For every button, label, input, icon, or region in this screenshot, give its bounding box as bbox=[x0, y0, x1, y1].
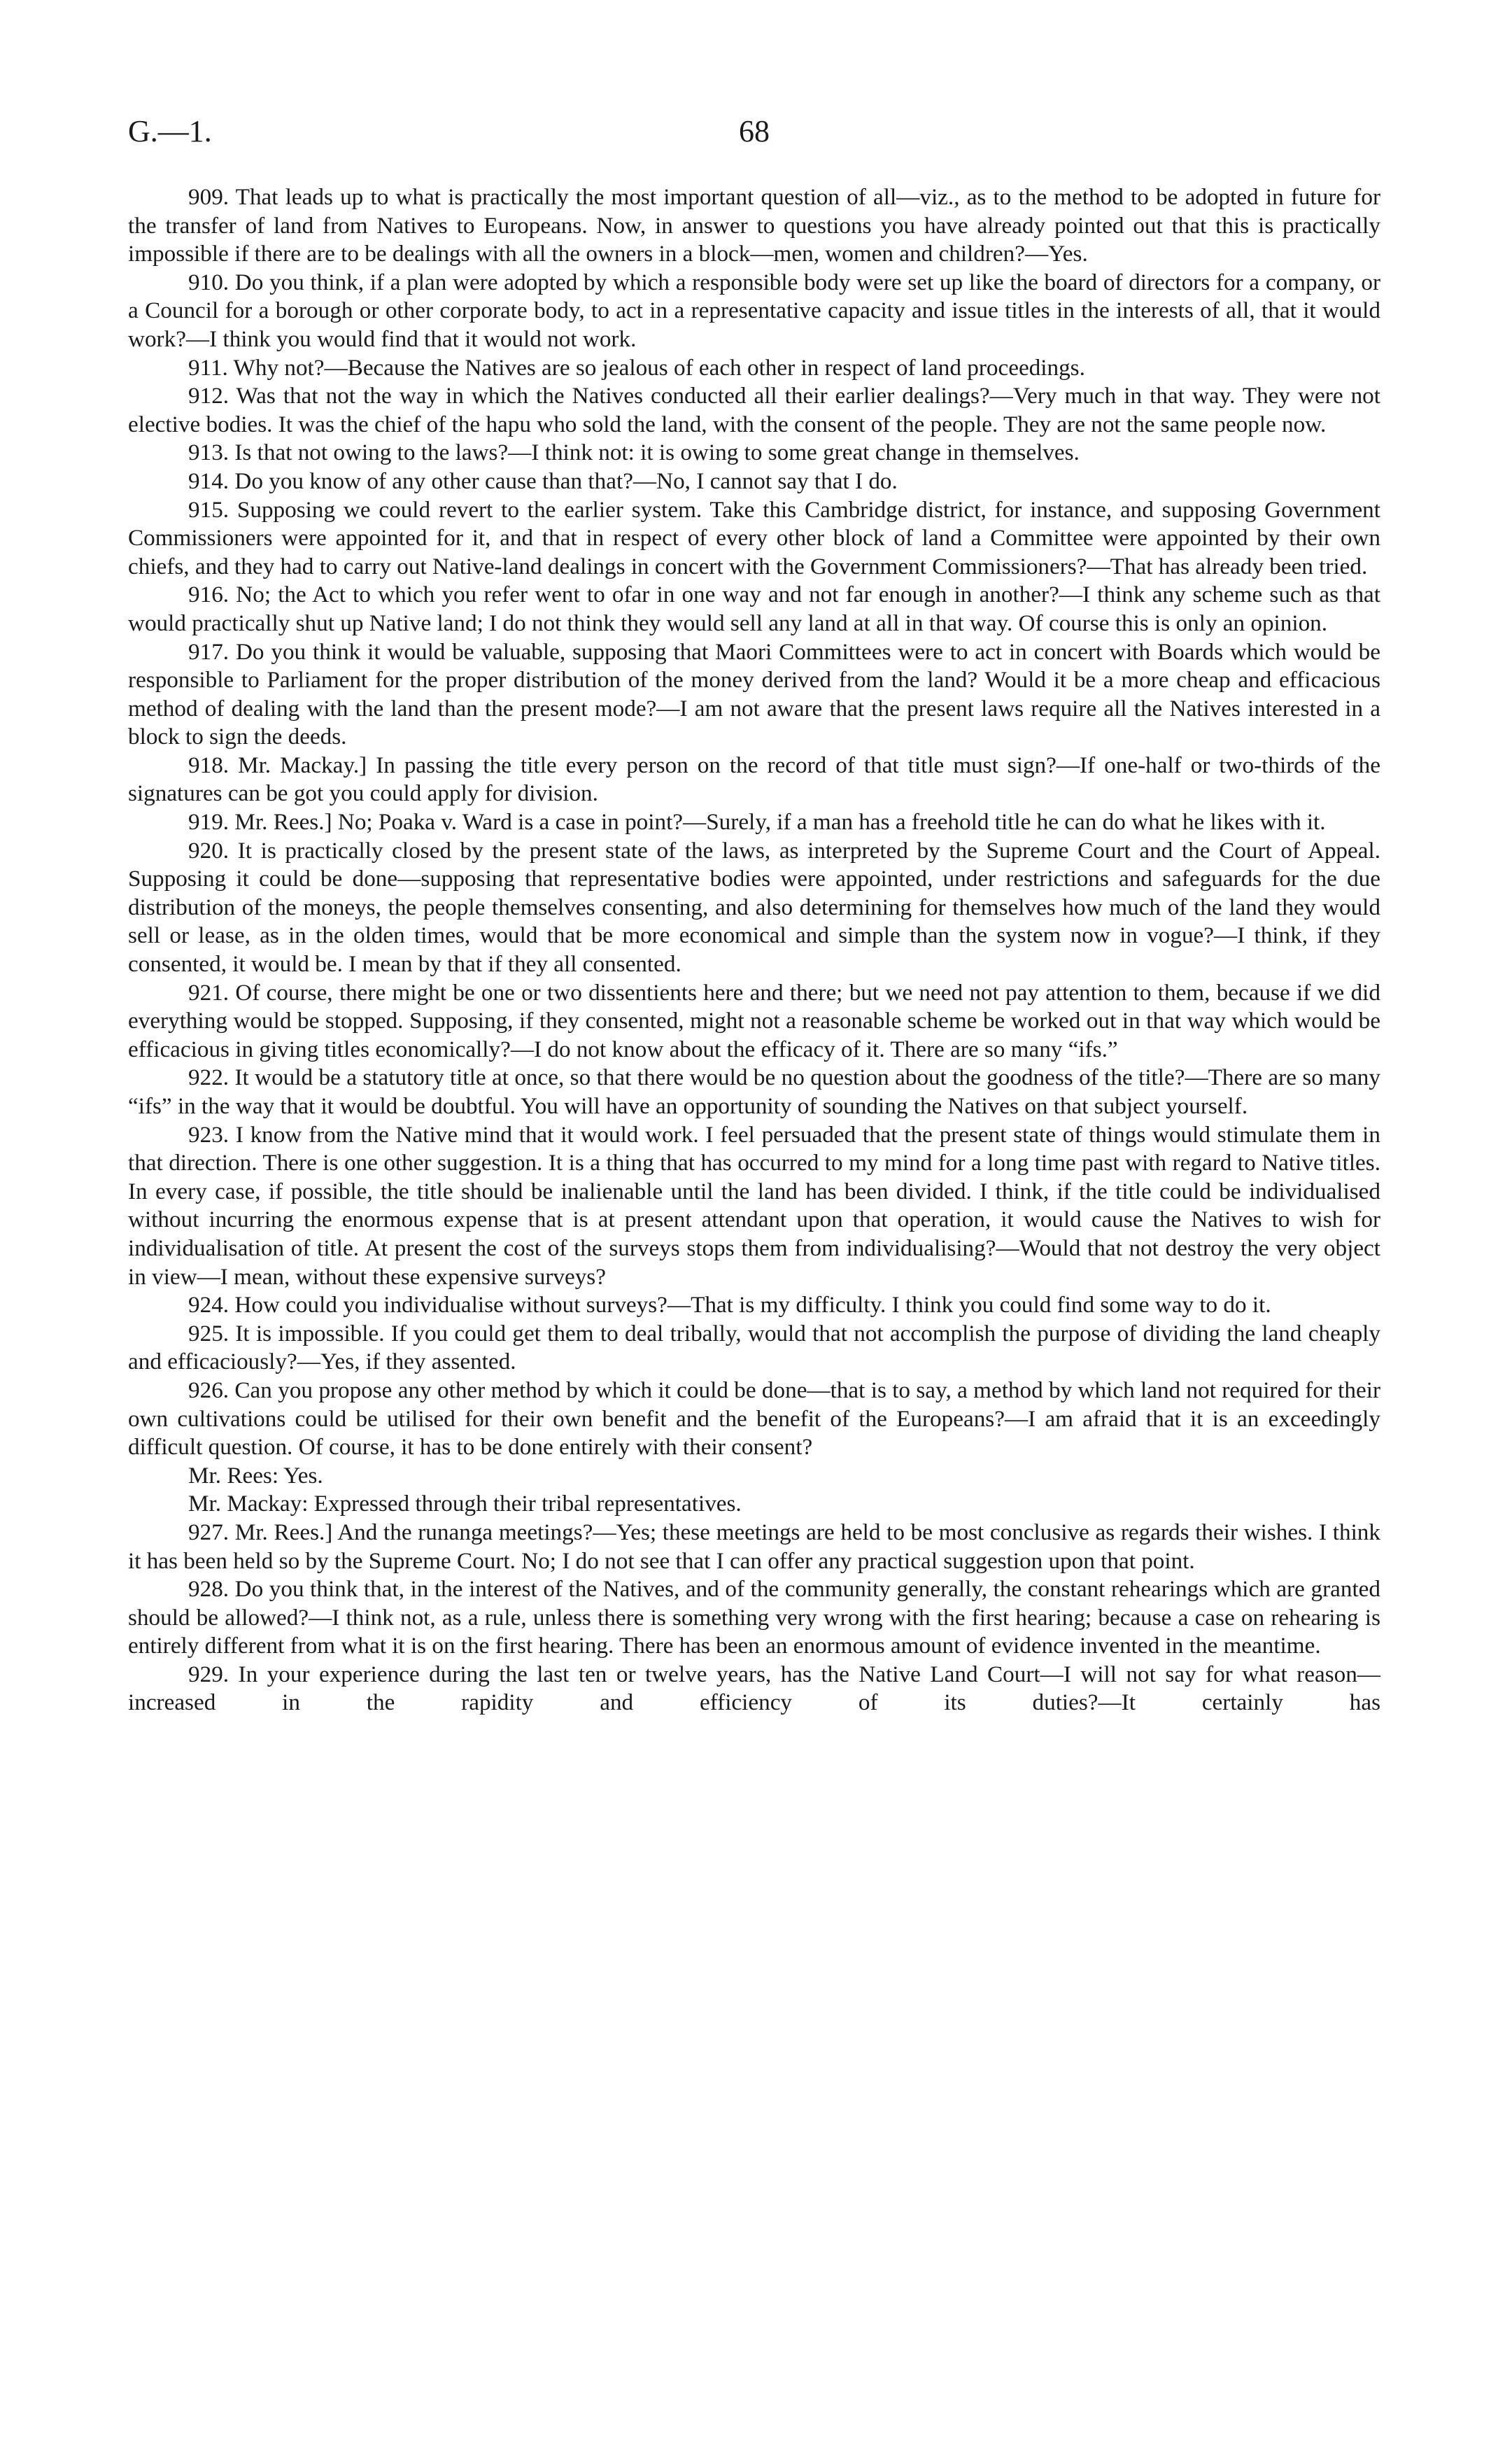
paragraph-913: 913. Is that not owing to the laws?—I think not: it is owing to some great change in themselves. bbox=[188, 439, 1080, 466]
paragraph-921: 921. Of course, there might be one or two dissentients here and there; but we need not pay attention to them, because if we did everything would be stopped. Supposing, if they consented, might not a reasonable scheme be worked out in that way which would be efficacious in giving titles economically?—I do not know about the efficacy of it. There are so many “ifs.” bbox=[128, 979, 1380, 1062]
page-header bbox=[128, 113, 1380, 155]
paragraph-924: 924. How could you individualise without surveys?—That is my difficulty. I think you could find some way to do it. bbox=[188, 1292, 1271, 1318]
paragraph-910: 910. Do you think, if a plan were adopted by which a responsible body were set up like the board of directors for a company, or a Council for a borough or other corporate body, to act in a representative capacity and issue titles in the interests of all, that it would work?—I think you would find that it would not work. bbox=[128, 269, 1380, 352]
paragraph-914: 914. Do you know of any other cause than that?—No, I cannot say that I do. bbox=[188, 467, 898, 494]
paragraph-912: 912. Was that not the way in which the Natives conducted all their earlier dealings?—Very much in that way. They were not elective bodies. It was the chief of the hapu who sold the land, with the consent of the people. They are not the same people now. bbox=[128, 383, 1380, 437]
paragraph-916: 916. No; the Act to which you refer went to ofar in one way and not far enough in another?—I think any scheme such as that would practically shut up Native land; I do not think they would sell any land at all in that way. Of course this is only an opinion. bbox=[128, 582, 1380, 636]
paragraph-928: 928. Do you think that, in the interest of the Natives, and of the community generally, the constant rehearings which are granted should be allowed?—I think not, as a rule, unless there is something very wrong with the first hearing; because a case on rehearing is entirely different from what it is on the first hearing. There has been an enormous amount of evidence invented in the meantime. bbox=[128, 1576, 1380, 1659]
paragraph-917: 917. Do you think it would be valuable, supposing that Maori Committees were to act in concert with Boards which would be responsible to Parliament for the proper distribution of the money derived from the land? Would it be a more cheap and efficacious method of dealing with the land than the present mode?—I am not aware that the present laws require all the Natives interested in a block to sign the deeds. bbox=[128, 638, 1380, 750]
paragraph-926: 926. Can you propose any other method by which it could be done—that is to say, a method by which land not required for their own cultivations could be utilised for their own benefit and the benefit of the Europeans?—I am afraid that it is an exceedingly difficult question. Of course, it has to be done entirely with their consent? bbox=[128, 1377, 1380, 1461]
paragraph-911: 911. Why not?—Because the Natives are so jealous of each other in respect of land proceedings. bbox=[188, 354, 1085, 381]
paragraph-909: 909. That leads up to what is practically the most important question of all—viz., as to the method to be adopted in future for the transfer of land from Natives to Europeans. Now, in answer to questions you have already pointed out that this is practically impossible if there are to be dealings with all the owners in a block—men, women and children?—Yes. bbox=[128, 184, 1380, 267]
paragraph-mackay-reply: Mr. Mackay: Expressed through their tribal representatives. bbox=[188, 1491, 742, 1517]
paragraph-920: 920. It is practically closed by the present state of the laws, as interpreted by the Supreme Court and the Court of Appeal. Supposing it could be done—supposing that representative bodies were appointed, under restrictions and safeguards for the due distribution of the moneys, the people themselves consenting, and also determining for themselves how much of the land they would sell or lease, as in the olden times, would that be more economical and simple than the system now in vogue?—I think, if they consented, it would be. I mean by that if they all consented. bbox=[128, 837, 1380, 978]
document-body bbox=[128, 183, 1380, 1717]
paragraph-918: 918. Mr. Mackay.] In passing the title every person on the record of that title must sign?—If one-half or two-thirds of the signatures can be got you could apply for division. bbox=[128, 752, 1380, 807]
paragraph-922: 922. It would be a statutory title at once, so that there would be no question about the goodness of the title?—There are so many “ifs” in the way that it would be doubtful. You will have an opportunity of sounding the Natives on that subject yourself. bbox=[128, 1064, 1380, 1119]
paragraph-923: 923. I know from the Native mind that it would work. I feel persuaded that the present state of things would stimulate them in that direction. There is one other suggestion. It is a thing that has occurred to my mind for a long time past with regard to Native titles. In every case, if possible, the title should be inalienable until the land has been divided. I think, if the title could be individualised without incurring the enormous expense that is at present attendant upon that operation, it would cause the Natives to wish for individualisation of title. At present the cost of the surveys stops them from individualising?—Would that not destroy the very object in view—I mean, without these expensive surveys? bbox=[128, 1121, 1380, 1290]
paragraph-915: 915. Supposing we could revert to the earlier system. Take this Cambridge district, for instance, and supposing Government Commissioners were appointed for it, and that in respect of every other block of land a Committee were appointed by their own chiefs, and they had to carry out Native-land dealings in concert with the Government Commissioners?—That has already been tried. bbox=[128, 496, 1380, 579]
paragraph-927: 927. Mr. Rees.] And the runanga meetings?—Yes; these meetings are held to be most conclusive as regards their wishes. I think it has been held so by the Supreme Court. No; I do not see that I can offer any practical suggestion upon that point. bbox=[128, 1519, 1380, 1574]
paragraph-rees-reply: Mr. Rees: Yes. bbox=[188, 1462, 323, 1489]
paragraph-925: 925. It is impossible. If you could get them to deal tribally, would that not accomplish the purpose of dividing the land cheaply and efficaciously?—Yes, if they assented. bbox=[128, 1320, 1380, 1375]
paragraph-919: 919. Mr. Rees.] No; Poaka v. Ward is a case in point?—Surely, if a man has a freehold title he can do what he likes with it. bbox=[188, 809, 1326, 836]
paragraph-929: 929. In your experience during the last ten or twelve years, has the Native Land Court—I will not say for what reason—increased in the rapidity and efficiency of its duties?—It certainly has bbox=[128, 1661, 1380, 1716]
page-number: 68 bbox=[739, 114, 770, 148]
document-reference: G.—1. bbox=[128, 114, 212, 148]
